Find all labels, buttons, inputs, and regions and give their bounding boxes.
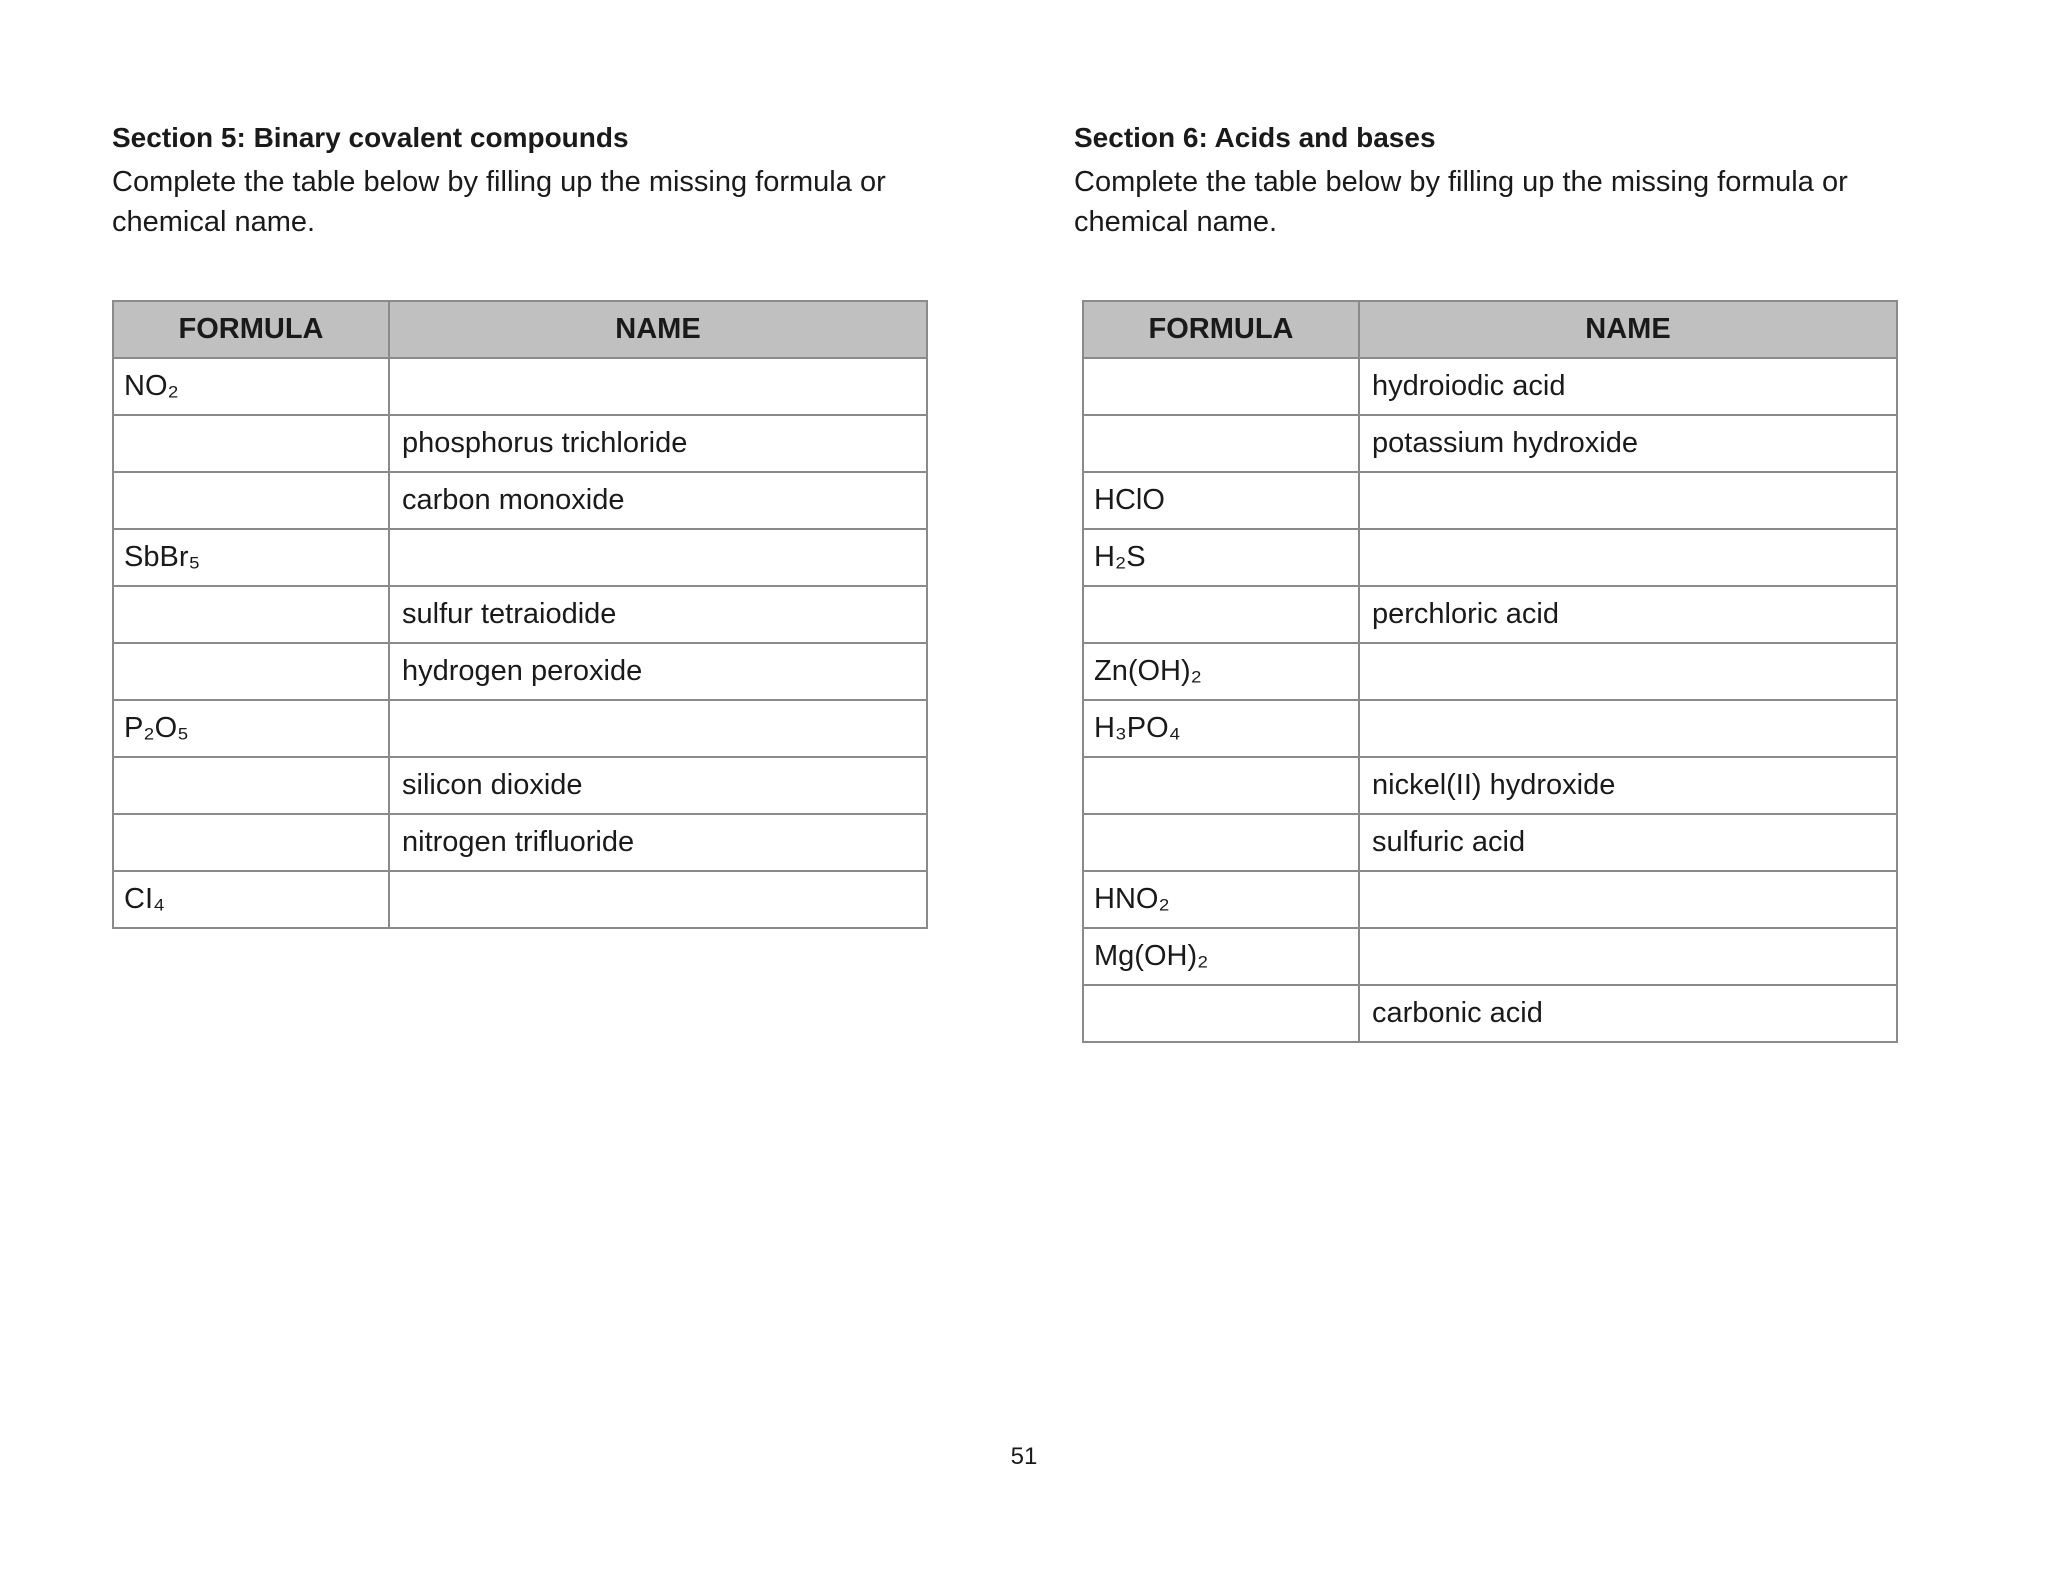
formula-cell[interactable]: P₂O₅ — [113, 700, 389, 757]
formula-cell[interactable] — [113, 472, 389, 529]
table-row — [1083, 529, 1897, 586]
table-row — [113, 700, 927, 757]
section-6 — [1074, 118, 1914, 242]
formula-cell[interactable] — [113, 586, 389, 643]
name-column-header: NAME — [389, 301, 927, 358]
formula-cell[interactable] — [1083, 586, 1359, 643]
formula-cell[interactable]: SbBr₅ — [113, 529, 389, 586]
table-row — [113, 358, 927, 415]
table-row — [1083, 358, 1897, 415]
table-header-row — [113, 301, 927, 358]
table-row — [113, 643, 927, 700]
formula-cell[interactable] — [1083, 814, 1359, 871]
formula-column-header: FORMULA — [113, 301, 389, 358]
name-cell[interactable] — [389, 529, 927, 586]
formula-cell[interactable] — [113, 814, 389, 871]
formula-cell[interactable] — [1083, 358, 1359, 415]
table-row — [1083, 985, 1897, 1042]
formula-cell[interactable] — [113, 415, 389, 472]
table-row — [1083, 472, 1897, 529]
page-number: 51 — [1010, 1443, 1038, 1470]
table-row — [1083, 700, 1897, 757]
name-cell[interactable]: phosphorus trichloride — [389, 415, 927, 472]
name-cell[interactable]: sulfuric acid — [1359, 814, 1897, 871]
table-row — [1083, 643, 1897, 700]
name-column-header: NAME — [1359, 301, 1897, 358]
name-cell[interactable] — [1359, 472, 1897, 529]
section-6-instructions: Complete the table below by filling up the missing formula or chemical name. — [1074, 166, 1848, 238]
table-header-row — [1083, 301, 1897, 358]
name-cell[interactable] — [389, 871, 927, 928]
formula-cell[interactable] — [113, 757, 389, 814]
formula-cell[interactable]: H₃PO₄ — [1083, 700, 1359, 757]
formula-cell[interactable] — [1083, 757, 1359, 814]
name-cell[interactable]: potassium hydroxide — [1359, 415, 1897, 472]
formula-cell[interactable]: CI₄ — [113, 871, 389, 928]
name-cell[interactable] — [1359, 529, 1897, 586]
formula-column-header: FORMULA — [1083, 301, 1359, 358]
formula-cell[interactable]: Zn(OH)₂ — [1083, 643, 1359, 700]
section-5-instructions: Complete the table below by filling up the missing formula or chemical name. — [112, 166, 886, 238]
section-6-title: Section 6: Acids and bases — [1074, 122, 1436, 153]
name-cell[interactable]: nitrogen trifluoride — [389, 814, 927, 871]
table-row — [113, 757, 927, 814]
name-cell[interactable]: carbonic acid — [1359, 985, 1897, 1042]
name-cell[interactable]: hydroiodic acid — [1359, 358, 1897, 415]
table-row — [113, 871, 927, 928]
table-row — [1083, 871, 1897, 928]
name-cell[interactable] — [1359, 700, 1897, 757]
section-5-table — [112, 300, 928, 929]
formula-cell[interactable]: NO₂ — [113, 358, 389, 415]
table-row — [1083, 928, 1897, 985]
name-cell[interactable]: nickel(II) hydroxide — [1359, 757, 1897, 814]
name-cell[interactable] — [389, 700, 927, 757]
section-5-title: Section 5: Binary covalent compounds — [112, 122, 629, 153]
table-row — [113, 472, 927, 529]
name-cell[interactable]: carbon monoxide — [389, 472, 927, 529]
name-cell[interactable]: perchloric acid — [1359, 586, 1897, 643]
table-row — [113, 814, 927, 871]
table-row — [1083, 586, 1897, 643]
table-row — [113, 586, 927, 643]
formula-cell[interactable]: HClO — [1083, 472, 1359, 529]
name-cell[interactable]: hydrogen peroxide — [389, 643, 927, 700]
formula-cell[interactable] — [1083, 985, 1359, 1042]
formula-cell[interactable] — [1083, 415, 1359, 472]
formula-cell[interactable]: H₂S — [1083, 529, 1359, 586]
section-5 — [112, 118, 952, 242]
section-6-table — [1082, 300, 1898, 1043]
table-row — [1083, 814, 1897, 871]
name-cell[interactable] — [389, 358, 927, 415]
formula-cell[interactable]: HNO₂ — [1083, 871, 1359, 928]
name-cell[interactable] — [1359, 928, 1897, 985]
formula-cell[interactable] — [113, 643, 389, 700]
name-cell[interactable]: sulfur tetraiodide — [389, 586, 927, 643]
name-cell[interactable] — [1359, 871, 1897, 928]
table-row — [1083, 415, 1897, 472]
table-row — [113, 529, 927, 586]
name-cell[interactable] — [1359, 643, 1897, 700]
formula-cell[interactable]: Mg(OH)₂ — [1083, 928, 1359, 985]
table-row — [113, 415, 927, 472]
name-cell[interactable]: silicon dioxide — [389, 757, 927, 814]
table-row — [1083, 757, 1897, 814]
